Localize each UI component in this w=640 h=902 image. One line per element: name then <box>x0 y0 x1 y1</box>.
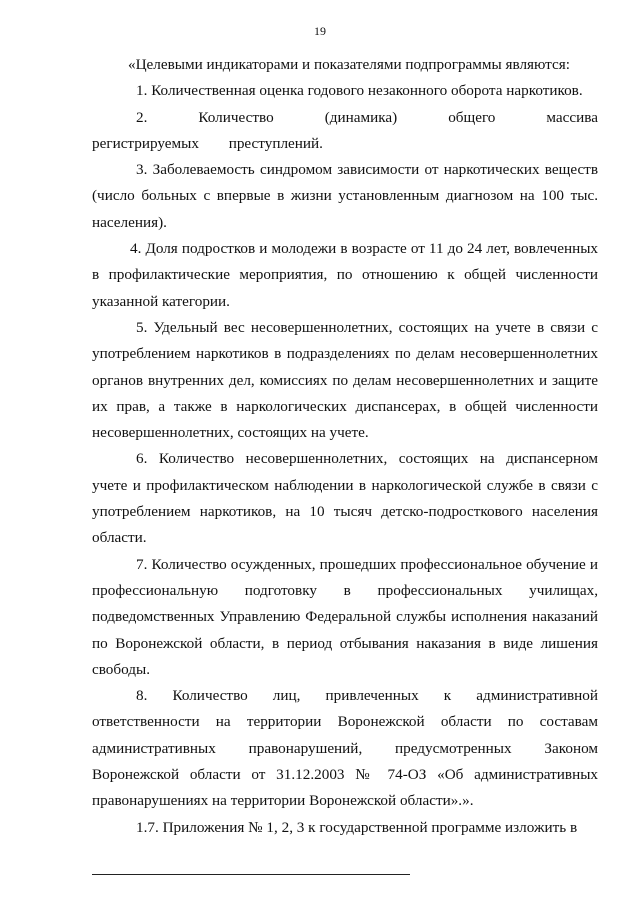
document-body <box>92 52 598 841</box>
paragraph-section-1-7: 1.7. Приложения № 1, 2, 3 к государственной программе изложить в <box>136 818 578 836</box>
paragraph-item-3: 3. Заболеваемость синдромом зависимости от наркотических веществ (число больных с впервые в жизни установленным диагнозом на 100 тыс. населения). <box>92 161 598 231</box>
paragraph-item-4: 4. Доля подростков и молодежи в возрасте от 11 до 24 лет, вовлеченных в профилактические мероприятия, по отношению к общей численности указанной категории. <box>92 240 598 310</box>
footer-rule <box>92 874 410 875</box>
paragraph-intro: «Целевыми индикаторами и показателями подпрограммы являются: <box>128 56 570 73</box>
paragraph-item-7: 7. Количество осужденных, прошедших профессиональное обучение и профессиональную подготовку в профессиональных училищах, подведомственных Управлению Федеральной службы исполнения наказаний по Воронежской области, в период отбывания наказания в виде лишения свободы. <box>92 555 598 678</box>
paragraph-item-8: 8. Количество лиц, привлеченных к административной ответственности на территории Воронежской области по составам административных правонарушений, предусмотренных Законом Воронежской области от 31.12.2003 № 74-ОЗ «Об административных правонарушениях на территории Воронежской области».». <box>92 687 598 810</box>
paragraph-item-6: 6. Количество несовершеннолетних, состоящих на диспансерном учете и профилактическом наблюдении в наркологической службе в связи с употреблением наркотиков, на 10 тысяч детско-подросткового населения области. <box>92 450 598 547</box>
page-number: 19 <box>314 24 326 38</box>
paragraph-item-2: 2. Количество (динамика) общего массива регистрируемых преступлений. <box>92 108 598 152</box>
paragraph-item-5: 5. Удельный вес несовершеннолетних, состоящих на учете в связи с употреблением наркотиков в подразделениях по делам несовершеннолетних органов внутренних дел, комиссиях по делам несовершеннолетних и защите их прав, а также в наркологических диспансерах, в общей численности несовершеннолетних, состоящих на учете. <box>92 318 598 442</box>
paragraph-item-1: 1. Количественная оценка годового незаконного оборота наркотиков. <box>136 82 583 100</box>
